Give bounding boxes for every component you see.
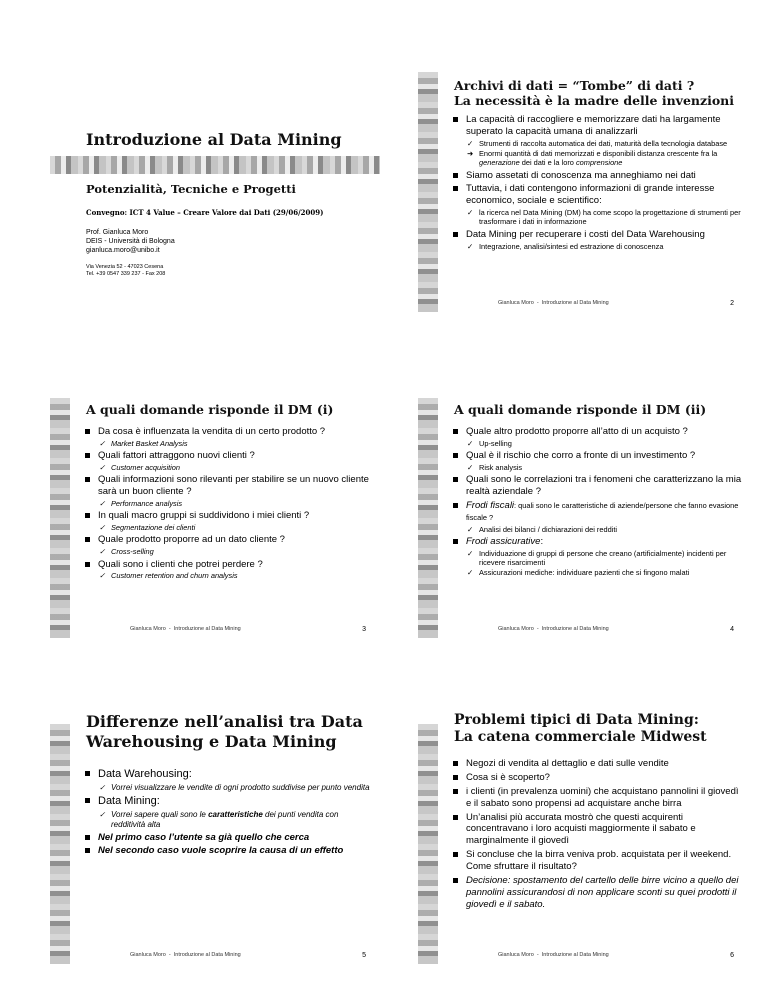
address: Via Venezia 52 - 47023 Cesena bbox=[86, 264, 164, 270]
bullet: Da cosa è influenzata la vendita di un certo prodotto ? ✓ Market Basket Analysis bbox=[84, 426, 374, 448]
slide-footer: Gianluca Moro - Introduzione al Data Mining 4 bbox=[498, 626, 734, 633]
slide-title bbox=[454, 78, 738, 109]
bullet: Frodi assicurative: ✓ Individuazione di gruppi di persone che creano (artificialmente) incidenti per ricevere risarcimenti ✓ Assicurazioni mediche: individuare pazienti che si fingono malati bbox=[452, 536, 742, 578]
decorative-stripe bbox=[418, 724, 438, 964]
author-dept: DEIS - Università di Bologna bbox=[86, 238, 175, 246]
sub-bullet: ✓ la ricerca nel Data Mining (DM) ha come scopo la progettazione di strumenti per trasformare i dati in informazione bbox=[466, 208, 742, 227]
sub-bullet: ✓ Integrazione, analisi/sintesi ed estrazione di conoscenza bbox=[466, 242, 742, 251]
bullet: Siamo assetati di conoscenza ma anneghiamo nei dati bbox=[452, 170, 742, 182]
slide-3 bbox=[50, 398, 380, 638]
sub-bullet: ➜ Enormi quantità di dati memorizzati e disponibili distanza crescente fra la generazione dei dati e la loro comprensione bbox=[466, 149, 742, 168]
page-number: 5 bbox=[362, 952, 366, 959]
bullet: Data Mining: ✓ Vorrei sapere quali sono le caratteristiche dei punti vendita con redditività alta bbox=[84, 795, 374, 830]
bullet: Nel secondo caso vuole scoprire la causa di un effetto bbox=[84, 845, 374, 857]
decorative-stripe bbox=[418, 72, 438, 312]
slide-title bbox=[86, 712, 370, 751]
slide-title: Introduzione al Data Mining bbox=[86, 130, 342, 149]
bullet: i clienti (in prevalenza uomini) che acquistano pannolini il giovedì e il sabato sono propensi ad acquistare anche birra bbox=[452, 786, 742, 810]
bullet: Cosa si è scoperto? bbox=[452, 772, 742, 784]
slide-2 bbox=[418, 72, 748, 312]
bullet: Quale prodotto proporre ad un dato cliente ? ✓ Cross-selling bbox=[84, 534, 374, 556]
sub-bullet: ✓ Customer acquisition bbox=[98, 463, 374, 472]
sub-bullet: ✓ Individuazione di gruppi di persone che creano (artificialmente) incidenti per ricevere risarcimenti bbox=[466, 549, 742, 568]
slide-title bbox=[454, 712, 738, 746]
slide-footer: Gianluca Moro - Introduzione al Data Mining 3 bbox=[130, 626, 366, 633]
slide-subtitle: Potenzialità, Tecniche e Progetti bbox=[86, 182, 296, 196]
slide-content bbox=[452, 426, 742, 580]
title-line-1: Problemi tipici di Data Mining: bbox=[454, 712, 699, 728]
bullet: Quali sono i clienti che potrei perdere ? ✓ Customer retention and churn analysis bbox=[84, 559, 374, 581]
page-number: 2 bbox=[730, 300, 734, 307]
sub-bullet: ✓ Customer retention and churn analysis bbox=[98, 571, 374, 580]
title-line-1: Archivi di dati = “Tombe” di dati ? bbox=[454, 78, 695, 93]
slide-title: A quali domande risponde il DM (i) bbox=[86, 402, 334, 417]
sub-bullet: ✓ Strumenti di raccolta automatica dei dati, maturità della tecnologia database bbox=[466, 139, 742, 148]
bullet: Quali fattori attraggono nuovi clienti ? ✓ Customer acquisition bbox=[84, 450, 374, 472]
slide-footer: Gianluca Moro - Introduzione al Data Mining 5 bbox=[130, 952, 366, 959]
title-line-2: La catena commerciale Midwest bbox=[454, 729, 707, 746]
sub-bullet: ✓ Vorrei sapere quali sono le caratteristiche dei punti vendita con redditività alta bbox=[98, 810, 374, 830]
bullet: Tuttavia, i dati contengono informazioni di grande interesse economico, sociale e scientifico: ✓ la ricerca nel Data Mining (DM) ha come scopo la progettazione di strumenti per trasformare i dati in informazione bbox=[452, 183, 742, 226]
page-number: 6 bbox=[730, 952, 734, 959]
bullet: Data Mining per recuperare i costi del Data Warehousing ✓ Integrazione, analisi/sintesi ed estrazione di conoscenza bbox=[452, 229, 742, 251]
decorative-stripe bbox=[50, 724, 70, 964]
sub-bullet: ✓ Market Basket Analysis bbox=[98, 439, 374, 448]
sub-bullet: ✓ Risk analysis bbox=[466, 463, 742, 472]
bullet: Decisione: spostamento del cartello delle birre vicino a quello dei pannolini assicurandosi di non applicare sconti su quei prodotti il giovedì e il sabato. bbox=[452, 875, 742, 911]
page-number: 4 bbox=[730, 626, 734, 633]
slide-footer: Gianluca Moro - Introduzione al Data Mining 6 bbox=[498, 952, 734, 959]
slide-content bbox=[452, 758, 742, 913]
slide-1 bbox=[50, 72, 380, 312]
bullet: Nel primo caso l’utente sa già quello che cerca bbox=[84, 832, 374, 844]
bullet: Qual è il rischio che corro a fronte di un investimento ? ✓ Risk analysis bbox=[452, 450, 742, 472]
sub-bullet: ✓ Up-selling bbox=[466, 439, 742, 448]
contact-block bbox=[86, 264, 165, 278]
sub-bullet: ✓ Cross-selling bbox=[98, 547, 374, 556]
decorative-stripe bbox=[50, 156, 380, 174]
slide-content bbox=[452, 114, 742, 253]
bullet: Quali sono le correlazioni tra i fenomeni che caratterizzano la mia realtà aziendale ? bbox=[452, 474, 742, 498]
bullet: Data Warehousing: ✓ Vorrei visualizzare le vendite di ogni prodotto suddivise per punto vendita bbox=[84, 768, 374, 793]
sub-bullet: ✓ Performance analysis bbox=[98, 499, 374, 508]
slide-content bbox=[84, 768, 374, 859]
conference-line: Convegno: ICT 4 Value – Creare Valore dai Dati (29/06/2009) bbox=[86, 208, 324, 217]
slide-6 bbox=[418, 712, 748, 964]
title-line-2: La necessità è la madre delle invenzioni bbox=[454, 93, 735, 109]
author-block bbox=[86, 228, 175, 255]
bullet: In quali macro gruppi si suddividono i miei clienti ? ✓ Segmentazione dei clienti bbox=[84, 510, 374, 532]
slide-title: A quali domande risponde il DM (ii) bbox=[454, 402, 707, 417]
bullet: Quali informazioni sono rilevanti per stabilire se un nuovo cliente sarà un buon cliente ? ✓ Performance analysis bbox=[84, 474, 374, 508]
slide-4 bbox=[418, 398, 748, 638]
slide-5 bbox=[50, 712, 380, 964]
sub-bullet: ✓ Analisi dei bilanci / dichiarazioni dei redditi bbox=[466, 525, 742, 534]
bullet: Si concluse che la birra veniva prob. acquistata per il weekend. Come sfruttare il risultato? bbox=[452, 849, 742, 873]
title-line-1: Differenze nell’analisi tra Data bbox=[86, 712, 363, 731]
bullet: Un’analisi più accurata mostrò che questi acquirenti concentravano i loro acquisti maggiormente il sabato e marginalmente il giovedì bbox=[452, 812, 742, 848]
bullet: La capacità di raccogliere e memorizzare dati ha largamente superato la capacità umana di analizzarli ✓ Strumenti di raccolta automatica dei dati, maturità della tecnologia database ➜ Enormi quantità di dati memorizzati e disponibili distanza crescente fra la generazione dei dati e la loro comprensione bbox=[452, 114, 742, 168]
phone: Tel. +39 0547 339 237 - Fax 208 bbox=[86, 271, 166, 278]
author-email: gianluca.moro@unibo.it bbox=[86, 247, 160, 255]
sub-bullet: ✓ Vorrei visualizzare le vendite di ogni prodotto suddivise per punto vendita bbox=[98, 783, 374, 793]
sub-bullet: ✓ Assicurazioni mediche: individuare pazienti che si fingono malati bbox=[466, 568, 742, 577]
slide-footer: Gianluca Moro - Introduzione al Data Mining 2 bbox=[498, 300, 734, 307]
decorative-stripe bbox=[50, 398, 70, 638]
slide-content bbox=[84, 426, 374, 583]
author-name: Prof. Gianluca Moro bbox=[86, 229, 149, 236]
title-line-2: Warehousing e Data Mining bbox=[86, 731, 337, 751]
bullet: Frodi fiscali: quali sono le caratteristiche di aziende/persone che fanno evasione fiscale ? ✓ Analisi dei bilanci / dichiarazioni dei redditi bbox=[452, 500, 742, 534]
bullet: Quale altro prodotto proporre all’atto di un acquisto ? ✓ Up-selling bbox=[452, 426, 742, 448]
page-number: 3 bbox=[362, 626, 366, 633]
sub-bullet: ✓ Segmentazione dei clienti bbox=[98, 523, 374, 532]
decorative-stripe bbox=[418, 398, 438, 638]
bullet: Negozi di vendita al dettaglio e dati sulle vendite bbox=[452, 758, 742, 770]
